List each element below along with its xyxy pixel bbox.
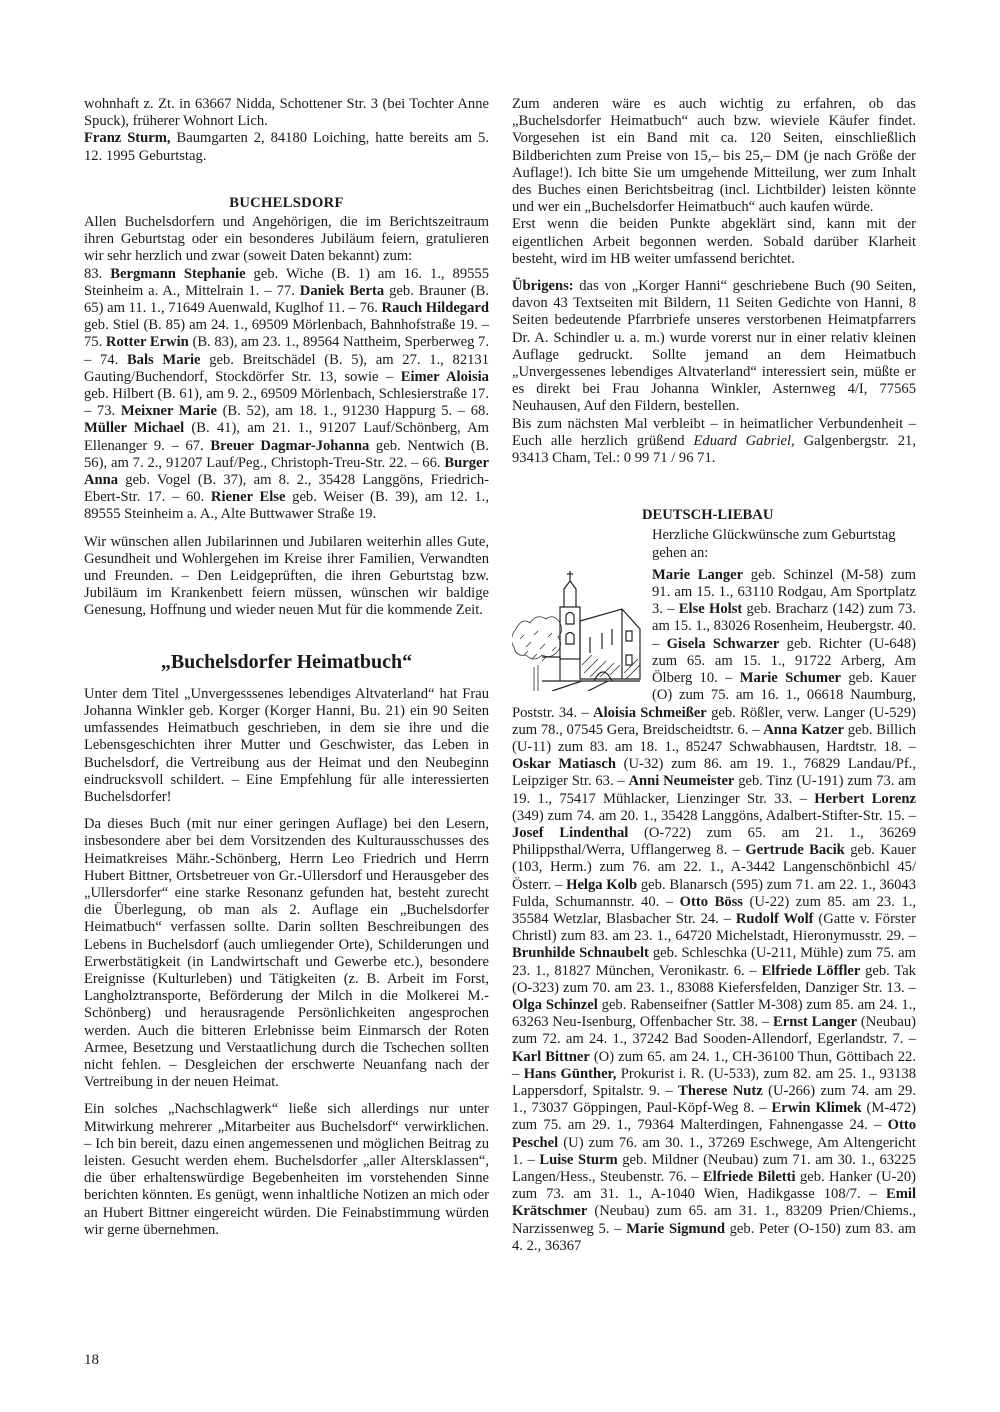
- entry-details: geb. Bracharz (142) zum 73. am 15. 1., 83026 Rosenheim, Heubergstr. 40. –: [652, 601, 917, 652]
- person-name: Otto Böss: [679, 893, 743, 910]
- entry-details: geb. Wiche (B. 1) am 16. 1., 89555 Steinheim a. A., Mittelrain 1. – 77.: [84, 265, 490, 299]
- person-name: Emil Krätschmer: [512, 1186, 916, 1220]
- buchelsdorf-birthday-list: [84, 266, 489, 524]
- entry-details: (O) zum 65. am 24. 1., CH-36100 Thun, Göttibach 22. –: [512, 1048, 916, 1082]
- entry-details: (U) zum 76. am 30. 1., 37269 Eschwege, Am Altengericht 1. –: [512, 1134, 916, 1168]
- entry-details: (B. 52), am 18. 1., 91230 Happurg 5. – 68.: [216, 403, 490, 420]
- closing-text: Bis zum nächsten Mal verbleibt – in heimatlicher Verbundenheit – Euch alle herzlich grüßend: [512, 415, 916, 449]
- article-title: „Buchelsdorfer Heimatbuch“: [160, 650, 413, 673]
- person-name: Daniek Berta: [299, 282, 385, 299]
- person-name: Helga Kolb: [566, 876, 638, 893]
- person-name: Karl Bittner: [512, 1048, 590, 1065]
- entry-details: (B. 83), am 23. 1., 89564 Nattheim, Sperberweg 7. – 74.: [84, 334, 489, 368]
- entry-details: (U-266) zum 74. am 29. 1., 73037 Göppingen, Paul-Köpf-Weg 8. –: [512, 1082, 916, 1117]
- entry-details: geb. Mildner (Neubau) zum 71. am 30. 1., 63225 Langen/Hess., Steubenstr. 76. –: [512, 1151, 916, 1185]
- entry-details: geb. Hanker (U-20) zum 73. am 31. 1., A-1040 Wien, Hadikgasse 108/7. –: [512, 1168, 917, 1203]
- entry-details: geb. Rößler, verw. Langer (U-529) zum 78., 07545 Gera, Breidscheidtstr. 6. –: [512, 704, 916, 738]
- article-paragraph-1: Unter dem Titel „Unvergesssenes lebendiges Altvaterland“ hat Frau Johanna Winkler geb. Korger (Korger Hanni, Bu. 21) ein 90 Seiten umfassendes Heimatbuch geschrieben, in dem sie ihre und die Lebensgeschichten ihrer Mutter und Geschwister, das Leben in Buchelsdorf, die Vertreibung aus der Heimat und den Neubeginn eindrucksvoll schildert. – Eine Empfehlung für alle interessierten Buchelsdorfer!: [84, 685, 489, 805]
- entry-details: (Gatte v. Förster Christl) zum 83. am 23. 1., 64720 Michelstadt, Hieronymusstr. 29. –: [512, 910, 916, 945]
- person-name: Otto Peschel: [512, 1117, 916, 1151]
- entry-details: geb. Blanarsch (595) zum 71. am 22. 1., 36043 Fulda, Schumannstr. 40. –: [512, 876, 916, 910]
- person-name: Therese Nutz: [678, 1082, 763, 1099]
- entry-details: (Neubau) zum 72. am 24. 1., 37242 Bad Sooden-Allendorf, Egerlandstr. 7. –: [512, 1014, 916, 1048]
- person-name: Luise Sturm: [539, 1151, 618, 1168]
- deutsch-liebau-intro: Herzliche Glückwünsche zum Geburtstag gehen an:: [652, 527, 896, 561]
- entry-details: geb. Hilbert (B. 61), am 9. 2., 69509 Mörlenbach, Schlesierstraße 17. – 73.: [84, 386, 489, 420]
- sturm-paragraph: [84, 130, 489, 164]
- person-name: Rudolf Wolf: [735, 910, 814, 927]
- right-paragraph-2: Erst wenn die beiden Punkte abgeklärt sind, kann mit der eigentlichen Arbeit begonnen werden. Sobald darüber Klarheit besteht, wird im HB weiter umfassend berichtet.: [512, 216, 916, 267]
- right-column: [512, 96, 916, 1255]
- author-name: Eduard Gabriel,: [693, 432, 795, 449]
- entry-details: geb. Vogel (B. 37), am 8. 2., 35428 Langgöns, Friedrich-Ebert-Str. 17. – 60.: [84, 472, 489, 506]
- wishes-paragraph: Wir wünschen allen Jubilarinnen und Jubilaren weiterhin alles Gute, Gesundheit und Wohlergehen im Kreise ihrer Familien, Verwandten und Freunden. – Den Leidgeprüften, die ihren Geburtstag bzw. Jubiläum im Krankenbett feiern müssen, wünschen wir baldige Genesung, Hoffnung und wieder neuen Mut für die kommende Zeit.: [84, 533, 489, 619]
- person-name: Brunhilde Schnaubelt: [512, 945, 649, 962]
- person-name: Riener Else: [210, 489, 286, 506]
- entry-details: geb. Tak (O-323) zum 70. am 23. 1., 83088 Kiefersfelden, Danziger Str. 13. –: [512, 962, 916, 996]
- person-name: Olga Schinzel: [512, 996, 598, 1013]
- person-name: Erwin Klimek: [771, 1100, 862, 1117]
- left-column: [84, 96, 489, 1239]
- entry-details: geb. Nentwich (B. 56), am 7. 2., 91207 Lauf/Peg., Christoph-Treu-Str. 22. – 66.: [84, 437, 489, 471]
- entry-details: (349) zum 74. am 20. 1., 35428 Langgöns, Adalbert-Stifter-Str. 15. –: [512, 807, 916, 824]
- person-name: Anna Katzer: [763, 721, 845, 738]
- continuation-paragraph: wohnhaft z. Zt. in 63667 Nidda, Schottener Str. 3 (bei Tochter Anne Spuck), früherer Wohnort Lich.: [84, 96, 489, 130]
- person-name: Gisela Schwarzer: [666, 635, 780, 652]
- entry-details: geb. Billich (U-11) zum 83. am 18. 1., 85247 Schwabhausen, Hardtstr. 18. –: [512, 721, 916, 755]
- person-name: Aloisia Schmeißer: [593, 704, 707, 721]
- entry-details: Prokurist i. R. (U-533), zum 82. am 25. 1., 93138 Lappersdorf, Spitalstr. 9. –: [512, 1065, 916, 1099]
- person-name: Franz Sturm,: [84, 130, 171, 147]
- person-name: Müller Michael: [84, 420, 185, 437]
- person-name: Oskar Matiasch: [512, 756, 616, 773]
- person-name: Marie Schumer: [739, 670, 842, 687]
- entry-age: 83.: [84, 265, 111, 282]
- entry-details: geb. Schinzel (M-58) zum 91. am 15. 1., 63110 Rodgau, Am Sportplatz 3. –: [652, 566, 916, 618]
- entry-details: geb. Breitschädel (B. 5), am 27. 1., 82131 Gauting/Buchendorf, Stockdörfer Str. 13, sowie –: [84, 351, 490, 385]
- person-name: Bals Marie: [126, 351, 201, 368]
- person-name: Elfriede Löffler: [761, 962, 861, 979]
- uebrigens-lead: Übrigens:: [512, 278, 574, 295]
- person-name: Bergmann Stephanie: [110, 265, 246, 282]
- entry-details: geb. Stiel (B. 85) am 24. 1., 69509 Mörlenbach, Bahnhofstraße 19. – 75.: [84, 317, 489, 351]
- entry-details: (M-472) zum 75. am 29. 1., 79364 Malterdingen, Fahnengasse 24. –: [512, 1100, 916, 1134]
- person-name: Anni Neumeister: [628, 773, 735, 790]
- person-name: Meixner Marie: [120, 403, 217, 420]
- person-name: Hans Günther,: [523, 1065, 617, 1082]
- person-name: Else Holst: [678, 601, 743, 618]
- person-name: Herbert Lorenz: [814, 790, 917, 807]
- person-name: Josef Lindenthal: [512, 824, 629, 841]
- buchelsdorf-intro: Allen Buchelsdorfern und Angehörigen, die im Berichtszeitraum ihren Geburtstag oder ein besonderes Jubiläum feiern, gratulieren wir sehr herzlich und zwar (soweit Daten bekannt) zum:: [84, 214, 489, 265]
- person-name: Breuer Dagmar-Johanna: [210, 437, 370, 454]
- person-name: Eimer Aloisia: [400, 368, 489, 385]
- entry-details: (B. 41), am 21. 1., 91207 Lauf/Schönberg, Am Ellenanger 9. – 67.: [84, 420, 490, 454]
- section-heading-buchelsdorf: BUCHELSDORF: [229, 194, 344, 211]
- person-name: Rauch Hildegard: [381, 300, 489, 317]
- entry-details: geb. Weiser (B. 39), am 12. 1., 89555 Steinheim a. A., Alte Buttwawer Straße 19.: [84, 489, 489, 523]
- entry-details: geb. Richter (U-648) zum 65. am 15. 1., 91722 Arberg, Am Ölberg 10. –: [652, 635, 916, 687]
- section-heading-deutsch-liebau: DEUTSCH-LIEBAU: [642, 507, 774, 524]
- person-name: Rotter Erwin: [105, 334, 189, 351]
- entry-details: geb. Peter (O-150) zum 83. am 4. 2., 36367: [512, 1220, 917, 1254]
- entry-details: geb. Kauer (O) zum 75. am 16. 1., 06618 Naumburg, Poststr. 34. –: [512, 670, 917, 721]
- entry-details: geb. Schleschka (U-211, Mühle) zum 75. am 23. 1., 81827 München, Veronikastr. 6. –: [512, 945, 916, 979]
- entry-details: (Neubau) zum 65. am 31. 1., 83209 Prien/Chiems., Narzissenweg 5. –: [512, 1203, 916, 1237]
- person-name: Marie Langer: [652, 566, 744, 583]
- person-name: Ernst Langer: [773, 1014, 858, 1031]
- uebrigens-text: das von „Korger Hanni“ geschriebene Buch (90 Seiten, davon 43 Textseiten mit Bildern, 11 Seiten Gedichte von Hanni, 8 Seiten bedeutende Pfarrbriefe unseres verstorbenen Heimatpfarrers Dr. A. Schindler u. a. m.) wurde vorerst nur in einer relativ kleinen Auflage gedruckt. Sollte jemand an dem Heimatbuch „Unvergessenes lebendiges Altvaterland“ interessiert sein, müßte er es direkt bei Frau Johanna Winkler, Asternweg 4/I, 77565 Neuhausen, Auf den Fildern, bestellen.: [512, 278, 916, 415]
- person-name: Gertrude Bacik: [745, 842, 845, 859]
- article-paragraph-2: Da dieses Buch (mit nur einer geringen Auflage) bei den Lesern, insbesondere aber bei dem Vorsitzenden des Kulturausschusses des Heimatkreises Mähr.-Schönberg, Herrn Leo Friedrich und Herrn Hubert Bittner, Ortsbetreuer von Gr.-Ullersdorf und Herausgeber des „Ullersdorfer“ eine starke Resonanz gefunden hat, besteht zurecht die Überlegung, ob man als 2. Auflage ein „Buchelsdorfer Heimatbuch“ verfassen sollte. Darin sollten Beschreibungen des Lebens in Buchelsdorf (auch umliegender Orte), Schilderungen und Erwerbstätigkeit (in Landwirtschaft und Gewerbe etc.), besondere Ereignisse (Kulturleben) und Tätigkeiten (z. B. Arbeit im Forst, Langholztransporte, Beförderung der Milch in die Molkerei M.-Schönberg) und herausragende Persönlichkeiten angesprochen werden. Auch die bitteren Erlebnisse beim Einmarsch der Roten Armee, Besetzung und Verstaatlichung durch die Tschechen sollten nicht fehlen. – Desgleichen der erschwerte Neuanfang nach der Vertreibung in der neuen Heimat.: [84, 816, 489, 1091]
- article-paragraph-3: Ein solches „Nachschlagwerk“ ließe sich allerdings nur unter Mitwirkung mehrerer „Mitarbeiter aus Buchelsdorf“ verwirklichen. – Ich bin bereit, dazu einen angemessenen und möglichen Beitrag zu leisten. Gesucht werden ehem. Buchelsdorfer „aller Altersklassen“, die über erhaltenswürdige Begebenheiten im vorstehenden Sinne berichten könnten. Es genügt, wenn inhaltliche Notizen an mich oder an Hubert Bittner eingereicht würden. Die Feinabstimmung würden wir gerne übernehmen.: [84, 1101, 489, 1238]
- entry-details: (U-22) zum 85. am 23. 1., 35584 Wetzlar, Blasbacher Str. 24. –: [512, 893, 917, 927]
- right-paragraph-4: [512, 416, 916, 468]
- right-paragraph-3: [512, 278, 916, 416]
- sturm-text: Baumgarten 2, 84180 Loiching, hatte bereits am 5. 12. 1995 Geburtstag.: [84, 130, 490, 164]
- right-paragraph-1: Zum anderen wäre es auch wichtig zu erfahren, ob das „Buchelsdorfer Heimatbuch“ auch bzw. wieviele Käufer findet. Vorgesehen ist ein Band mit ca. 120 Seiten, einschließlich Bildberichten zum Preise von 15,– bis 25,– DM (je nach Größe der Auflage!). Ich bitte Sie um umgehende Mitteilung, wer zum Inhalt des Buches einen Berichtsbeitrag (incl. Lichtbilder) leisten könnte und wer ein „Buchelsdorfer Heimatbuch“ auch kaufen würde.: [512, 96, 916, 216]
- entry-details: geb. Brauner (B. 65) am 11. 1., 71649 Auenwald, Kuglhof 11. – 76.: [84, 282, 489, 317]
- author-address: Galgenbergstr. 21, 93413 Cham, Tel.: 0 99 71 / 96 71.: [512, 432, 917, 467]
- entry-details: (O-722) zum 65. am 21. 1., 36269 Philippsthal/Werra, Ufflangerweg 8. –: [512, 824, 916, 859]
- deutsch-liebau-birthday-list: [512, 567, 916, 1255]
- person-name: Burger Anna: [84, 454, 489, 489]
- church-illustration: [512, 569, 645, 691]
- person-name: Elfriede Biletti: [702, 1168, 796, 1185]
- entry-details: geb. Kauer (103, Herm.) zum 76. am 22. 1., A-3442 Langenschönbichl 45/Österr. –: [512, 842, 916, 893]
- entry-details: geb. Tinz (U-191) zum 73. am 19. 1., 75417 Mühlacker, Lienzinger Str. 33. –: [512, 773, 916, 807]
- page-number: 18: [84, 1352, 99, 1368]
- entry-details: geb. Rabenseifner (Sattler M-308) zum 85. am 24. 1., 63263 Neu-Isenburg, Offenbacher Str. 38. –: [512, 996, 916, 1031]
- person-name: Marie Sigmund: [626, 1220, 725, 1237]
- entry-details: (U-32) zum 86. am 19. 1., 76829 Landau/Pf., Leipziger Str. 63. –: [512, 756, 916, 790]
